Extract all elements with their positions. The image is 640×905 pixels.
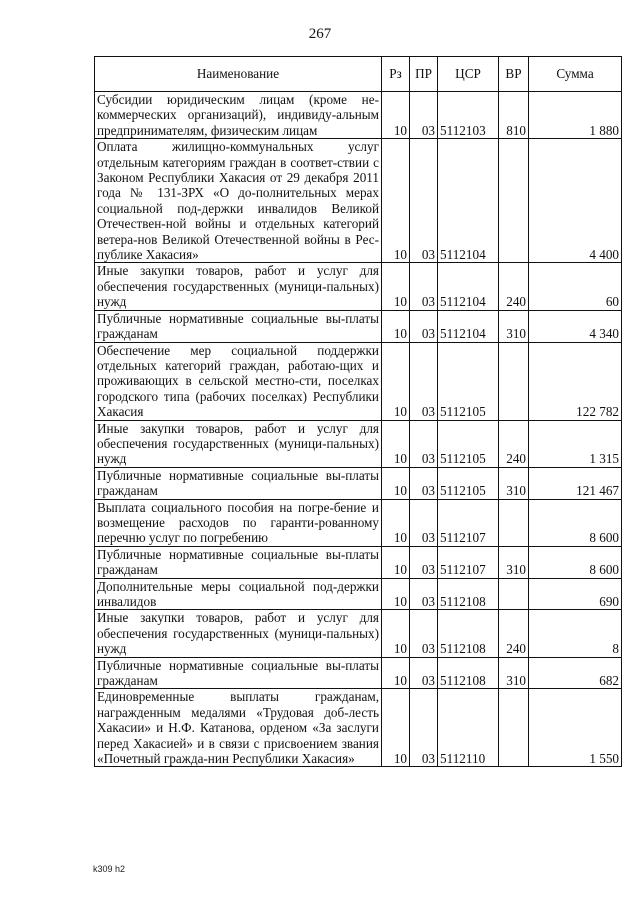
row-sum-cell: 8 600 [529, 499, 622, 546]
row-pr-cell: 03 [410, 92, 438, 139]
row-name-cell: Выплата социального пособия на погре-бение и возмещение расходов по гаранти-рованному перечню услуг по погребению [95, 499, 382, 546]
row-rz-cell: 10 [382, 310, 410, 342]
row-rz-cell: 10 [382, 657, 410, 689]
page-number: 267 [308, 26, 332, 42]
table-row [95, 342, 622, 420]
header-rz: Рз [382, 57, 410, 92]
row-sum-cell: 1 880 [529, 92, 622, 139]
row-name-cell: Иные закупки товаров, работ и услуг для обеспечения государственных (муници-пальных) нужд [95, 610, 382, 657]
row-csr-cell: 5112108 [438, 610, 499, 657]
row-vr-cell: 240 [499, 263, 529, 310]
row-rz-cell: 10 [382, 263, 410, 310]
row-rz-cell: 10 [382, 546, 410, 578]
row-sum-cell: 60 [529, 263, 622, 310]
row-vr-cell [499, 499, 529, 546]
table-row [95, 499, 622, 546]
row-vr-cell [499, 139, 529, 263]
row-csr-cell: 5112107 [438, 546, 499, 578]
row-vr-cell [499, 689, 529, 767]
row-pr-cell: 03 [410, 342, 438, 420]
row-rz-cell: 10 [382, 342, 410, 420]
row-vr-cell [499, 342, 529, 420]
row-name-cell: Дополнительные меры социальной под-держки инвалидов [95, 578, 382, 610]
row-name-cell: Публичные нормативные социальные вы-платы гражданам [95, 310, 382, 342]
table-row [95, 420, 622, 467]
table-row [95, 689, 622, 767]
row-rz-cell: 10 [382, 499, 410, 546]
row-sum-cell: 1 315 [529, 420, 622, 467]
row-sum-cell: 682 [529, 657, 622, 689]
row-pr-cell: 03 [410, 578, 438, 610]
row-sum-cell: 8 [529, 610, 622, 657]
footer-code: k309 h2 [93, 864, 126, 874]
row-pr-cell: 03 [410, 310, 438, 342]
row-rz-cell: 10 [382, 420, 410, 467]
table-row [95, 546, 622, 578]
row-rz-cell: 10 [382, 467, 410, 499]
row-csr-cell: 5112104 [438, 310, 499, 342]
row-vr-cell [499, 578, 529, 610]
row-pr-cell: 03 [410, 499, 438, 546]
table-row [95, 657, 622, 689]
header-vr: ВР [499, 57, 529, 92]
row-rz-cell: 10 [382, 92, 410, 139]
row-sum-cell: 690 [529, 578, 622, 610]
row-name-cell: Иные закупки товаров, работ и услуг для обеспечения государственных (муници-пальных) нужд [95, 420, 382, 467]
row-sum-cell: 122 782 [529, 342, 622, 420]
row-vr-cell: 310 [499, 467, 529, 499]
row-rz-cell: 10 [382, 139, 410, 263]
row-sum-cell: 8 600 [529, 546, 622, 578]
row-vr-cell: 810 [499, 92, 529, 139]
header-sum: Сумма [529, 57, 622, 92]
table-row [95, 139, 622, 263]
table-row [95, 578, 622, 610]
row-sum-cell: 4 340 [529, 310, 622, 342]
row-rz-cell: 10 [382, 578, 410, 610]
row-sum-cell: 1 550 [529, 689, 622, 767]
row-rz-cell: 10 [382, 689, 410, 767]
row-name-cell: Иные закупки товаров, работ и услуг для обеспечения государственных (муници-пальных) нужд [95, 263, 382, 310]
table-row [95, 310, 622, 342]
row-name-cell: Публичные нормативные социальные вы-платы гражданам [95, 546, 382, 578]
row-csr-cell: 5112105 [438, 342, 499, 420]
row-sum-cell: 121 467 [529, 467, 622, 499]
row-pr-cell: 03 [410, 467, 438, 499]
table-row [95, 92, 622, 139]
row-csr-cell: 5112105 [438, 420, 499, 467]
row-sum-cell: 4 400 [529, 139, 622, 263]
table-row [95, 467, 622, 499]
row-pr-cell: 03 [410, 689, 438, 767]
row-csr-cell: 5112108 [438, 578, 499, 610]
row-vr-cell: 310 [499, 310, 529, 342]
row-csr-cell: 5112103 [438, 92, 499, 139]
row-pr-cell: 03 [410, 657, 438, 689]
row-name-cell: Единовременные выплаты гражданам, награжденным медалями «Трудовая доб-лесть Хакасии» и Н.Ф. Катанова, орденом «За заслуги перед Хакасией» и в связи с присвоением звания «Почетный гражда-нин Республики Хакасия» [95, 689, 382, 767]
row-rz-cell: 10 [382, 610, 410, 657]
header-csr: ЦСР [438, 57, 499, 92]
row-name-cell: Обеспечение мер социальной поддержки отдельных категорий граждан, работаю-щих и проживающих в сельской местно-сти, поселках городского типа (рабочих поселках) Республики Хакасия [95, 342, 382, 420]
row-csr-cell: 5112110 [438, 689, 499, 767]
row-name-cell: Оплата жилищно-коммунальных услуг отдельным категориям граждан в соответ-ствии с Законом Республики Хакасия от 29 декабря 2011 года № 131-ЗРХ «О до-полнительных мерах социальной под-держки инвалидов Великой Отечествен-ной войны и отдельных категорий ветера-нов Великой Отечественной войны в Рес-публике Хакасия» [95, 139, 382, 263]
table-row [95, 610, 622, 657]
table-row [95, 263, 622, 310]
row-csr-cell: 5112108 [438, 657, 499, 689]
row-vr-cell: 310 [499, 546, 529, 578]
row-vr-cell: 310 [499, 657, 529, 689]
row-pr-cell: 03 [410, 546, 438, 578]
header-name: Наименование [95, 57, 382, 92]
row-csr-cell: 5112105 [438, 467, 499, 499]
row-pr-cell: 03 [410, 610, 438, 657]
row-name-cell: Публичные нормативные социальные вы-платы гражданам [95, 657, 382, 689]
row-vr-cell: 240 [499, 610, 529, 657]
row-pr-cell: 03 [410, 420, 438, 467]
row-csr-cell: 5112104 [438, 139, 499, 263]
row-name-cell: Субсидии юридическим лицам (кроме не-коммерческих организаций), индивиду-альным предпринимателям, физическим лицам [95, 92, 382, 139]
header-pr: ПР [410, 57, 438, 92]
row-pr-cell: 03 [410, 263, 438, 310]
row-pr-cell: 03 [410, 139, 438, 263]
budget-table [94, 56, 622, 767]
row-vr-cell: 240 [499, 420, 529, 467]
row-csr-cell: 5112107 [438, 499, 499, 546]
table-header-row [95, 57, 622, 92]
row-csr-cell: 5112104 [438, 263, 499, 310]
row-name-cell: Публичные нормативные социальные вы-платы гражданам [95, 467, 382, 499]
